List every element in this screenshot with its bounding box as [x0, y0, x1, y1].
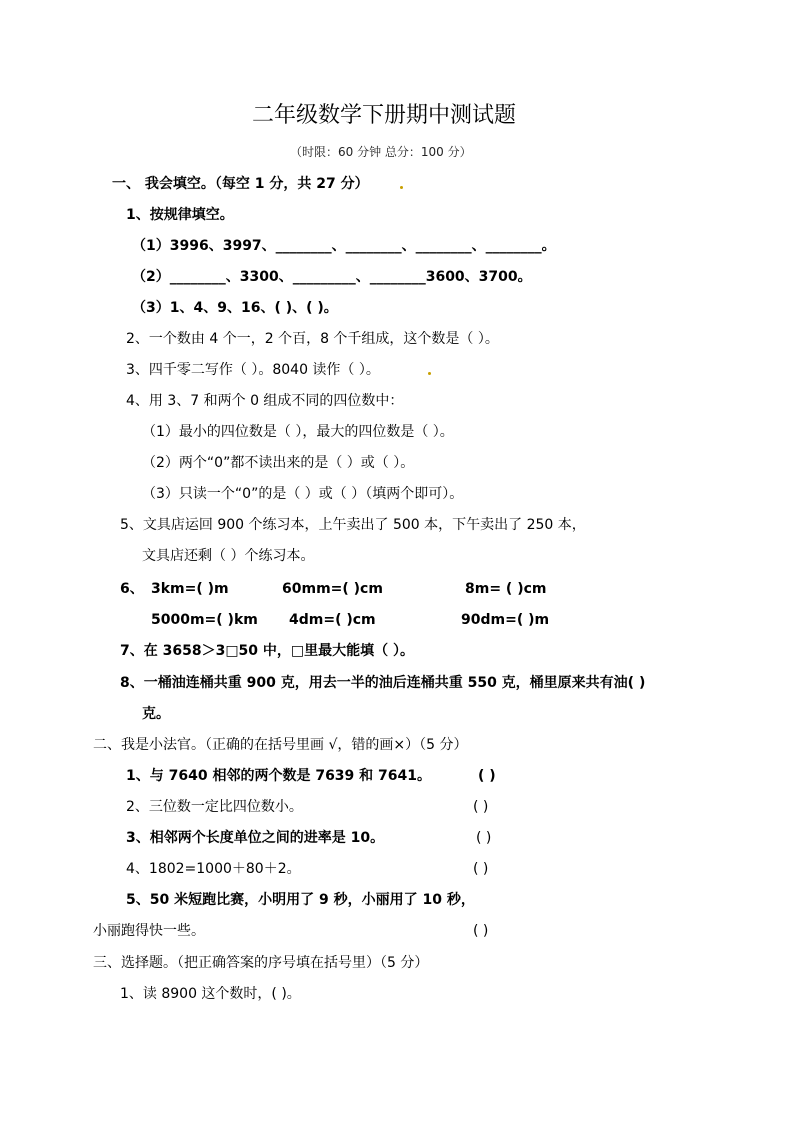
judgment-item-5-line2: 小丽跑得快一些。: [93, 923, 205, 939]
judgment-answer-paren: ( ): [478, 768, 496, 784]
question-1-5-line2: 文具店还剩（ ）个练习本。: [142, 548, 315, 564]
unit-conversion-item: 4dm=( )cm: [289, 612, 376, 628]
question-1-1a: （1）3996、3997、________、________、________、________。: [132, 238, 556, 254]
judgment-item-5-line1: 5、50 米短跑比赛，小明用了 9 秒，小丽用了 10 秒，: [126, 892, 475, 908]
page-title: 二年级数学下册期中测试题: [252, 103, 517, 128]
question-1-7: 7、在 3658＞3□50 中，□里最大能填（ ）。: [120, 643, 415, 659]
stray-mark: [428, 372, 431, 375]
question-1-1-label: 1、按规律填空。: [126, 207, 234, 223]
judgment-answer-paren: ( ): [476, 830, 492, 846]
question-1-4a: （1）最小的四位数是（ ），最大的四位数是（ ）。: [142, 424, 454, 440]
stray-mark: [400, 186, 403, 189]
unit-conversion-item: 90dm=( )m: [461, 612, 550, 628]
question-1-1c: （3）1、4、9、16、( )、( )。: [132, 300, 338, 316]
unit-conversion-item: 3km=( )m: [151, 581, 229, 597]
question-1-8-line2: 克。: [142, 706, 170, 722]
question-1-3: 3、四千零二写作（ ）。8040 读作（ ）。: [126, 362, 380, 378]
judgment-answer-paren: ( ): [473, 861, 489, 877]
section-3-heading: 三、选择题。（把正确答案的序号填在括号里）（5 分）: [93, 955, 429, 971]
question-1-1b: （2）________、3300、_________、________3600、3700。: [132, 269, 532, 285]
section-2-heading: 二、我是小法官。（正确的在括号里画 √，错的画×）（5 分）: [93, 737, 468, 753]
question-1-6-number: 6、: [120, 581, 144, 597]
unit-conversion-item: 60mm=( )cm: [282, 581, 383, 597]
question-1-2: 2、一个数由 4 个一，2 个百，8 个千组成，这个数是（ ）。: [126, 331, 499, 347]
question-1-4-label: 4、用 3、7 和两个 0 组成不同的四位数中：: [126, 393, 404, 409]
judgment-item-3: 3、相邻两个长度单位之间的进率是 10。: [126, 830, 385, 846]
unit-conversion-item: 5000m=( )km: [151, 612, 258, 628]
question-1-4b: （2）两个“0”都不读出来的是（ ）或（ ）。: [142, 455, 415, 471]
question-1-4c: （3）只读一个“0”的是（ ）或（ ）（填两个即可）。: [142, 486, 464, 502]
judgment-item-4: 4、1802=1000＋80＋2。: [126, 861, 301, 877]
section-1-heading: 一、 我会填空。（每空 1 分，共 27 分）: [112, 176, 369, 192]
judgment-answer-paren: ( ): [473, 799, 489, 815]
question-1-5-line1: 5、文具店运回 900 个练习本，上午卖出了 500 本，下午卖出了 250 本，: [120, 517, 586, 533]
judgment-item-1: 1、与 7640 相邻的两个数是 7639 和 7641。: [126, 768, 432, 784]
unit-conversion-item: 8m= ( )cm: [465, 581, 547, 597]
judgment-answer-paren: ( ): [473, 923, 489, 939]
choice-question-1: 1、读 8900 这个数时，( )。: [120, 986, 301, 1002]
time-score-note: （时限：60 分钟 总分：100 分）: [290, 145, 472, 159]
question-1-8-line1: 8、一桶油连桶共重 900 克，用去一半的油后连桶共重 550 克，桶里原来共有油( ): [120, 675, 646, 691]
judgment-item-2: 2、三位数一定比四位数小。: [126, 799, 303, 815]
